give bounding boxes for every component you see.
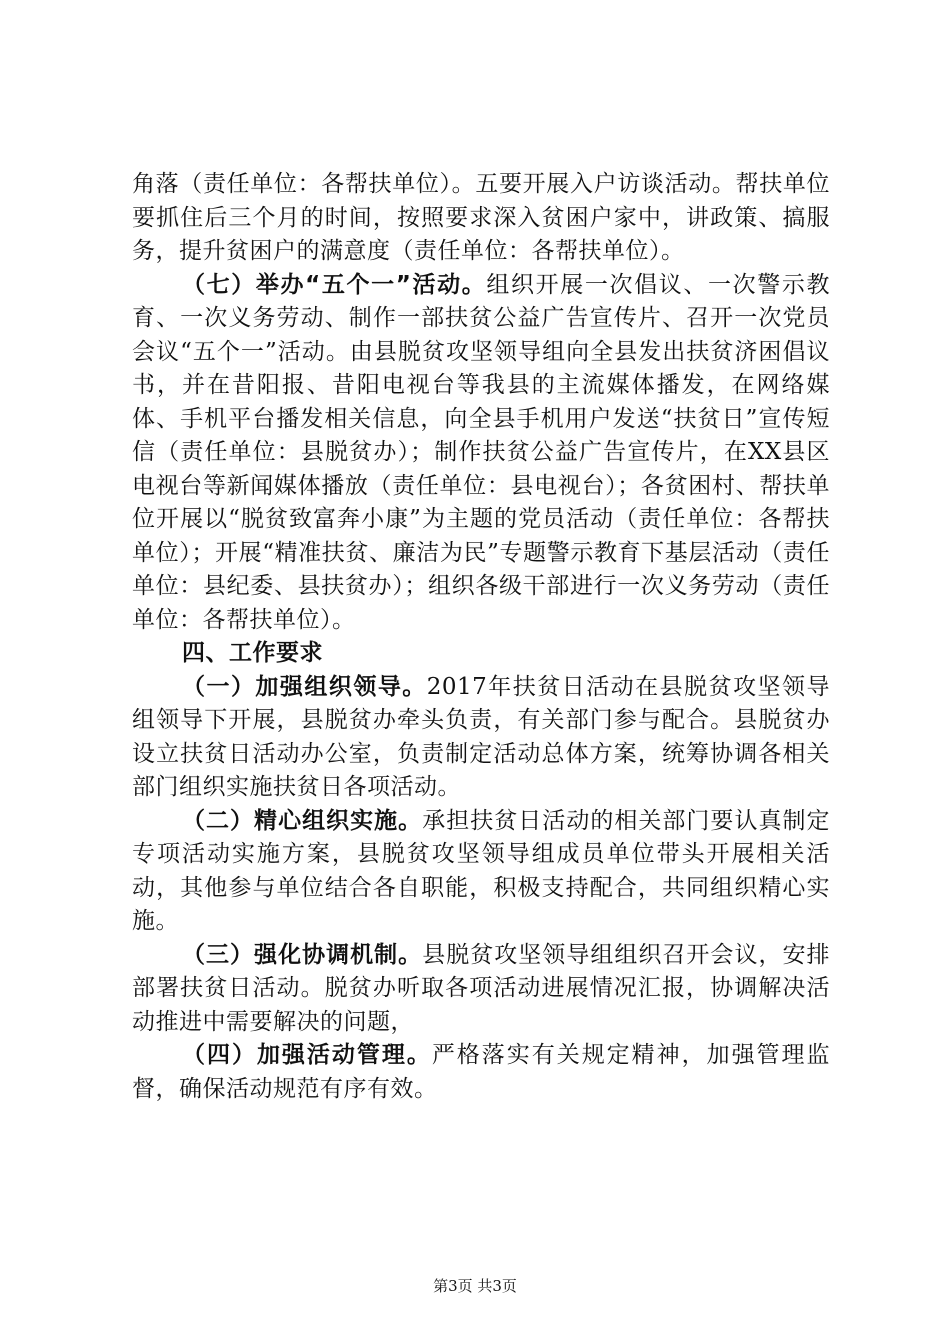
paragraph-text: 角落（责任单位：各帮扶单位）。五要开展入户访谈活动。帮扶单位要抓住后三个月的时间，按照要求深入贫困户家中，讲政策、搞服务，提升贫困户的满意度（责任单位：各帮扶单位）。 (132, 171, 830, 264)
paragraph-heading: （二）精心组织实施。 (182, 807, 423, 834)
section-heading: 四、工作要求 (182, 640, 323, 666)
document-body (132, 168, 830, 1106)
paragraph-section-7 (132, 269, 830, 638)
paragraph-requirement-3 (132, 939, 830, 1040)
paragraph-heading: （三）强化协调机制。 (182, 941, 423, 968)
paragraph-requirement-2 (132, 805, 830, 939)
paragraph-text: 严格落实有关规定精神，加强管理监督，确保活动规范有序有效。 (132, 1042, 831, 1102)
paragraph-text: 组织开展一次倡议、一次警示教育、一次义务劳动、制作一部扶贫公益广告宣传片、召开一次党员会议“五个一”活动。由县脱贫攻坚领导组向全县发出扶贫济困倡议书，并在昔阳报、昔阳电视台等我县的主流媒体播发，在网络媒体、手机平台播发相关信息，向全县手机用户发送“扶贫日”宣传短信（责任单位：县脱贫办）；制作扶贫公益广告宣传片，在XX县区电视台等新闻媒体播放（责任单位：县电视台）；各贫困村、帮扶单位开展以“脱贫致富奔小康”为主题的党员活动（责任单位：各帮扶单位）；开展“精准扶贫、廉洁为民”专题警示教育下基层活动（责任单位：县纪委、县扶贫办）；组织各级干部进行一次义务劳动（责任单位：各帮扶单位）。 (132, 271, 831, 633)
paragraph-requirement-4 (132, 1039, 830, 1106)
paragraph-text: 县脱贫攻坚领导组组织召开会议，安排部署扶贫日活动。脱贫办听取各项活动进展情况汇报，协调解决活动推进中需要解决的问题， (132, 941, 831, 1035)
paragraph-heading: （一）加强组织领导。 (182, 673, 427, 700)
paragraph-heading: （四）加强活动管理。 (182, 1042, 432, 1068)
paragraph-heading: （七）举办“五个一”活动。 (182, 271, 487, 298)
page-number-footer: 第3页 共3页 (433, 1277, 517, 1295)
paragraph-text: 2017年扶贫日活动在县脱贫攻坚领导组领导下开展，县脱贫办牵头负责，有关部门参与配合。县脱贫办设立扶贫日活动办公室，负责制定活动总体方案，统筹协调各相关部门组织实施扶贫日各项活动。 (132, 673, 830, 800)
paragraph-requirement-1 (132, 671, 830, 805)
paragraph-text: 承担扶贫日活动的相关部门要认真制定专项活动实施方案，县脱贫攻坚领导组成员单位带头开展相关活动，其他参与单位结合各自职能，积极支持配合，共同组织精心实施。 (132, 807, 831, 934)
section-heading-work-requirements (132, 637, 830, 671)
paragraph-continuation (132, 168, 830, 269)
